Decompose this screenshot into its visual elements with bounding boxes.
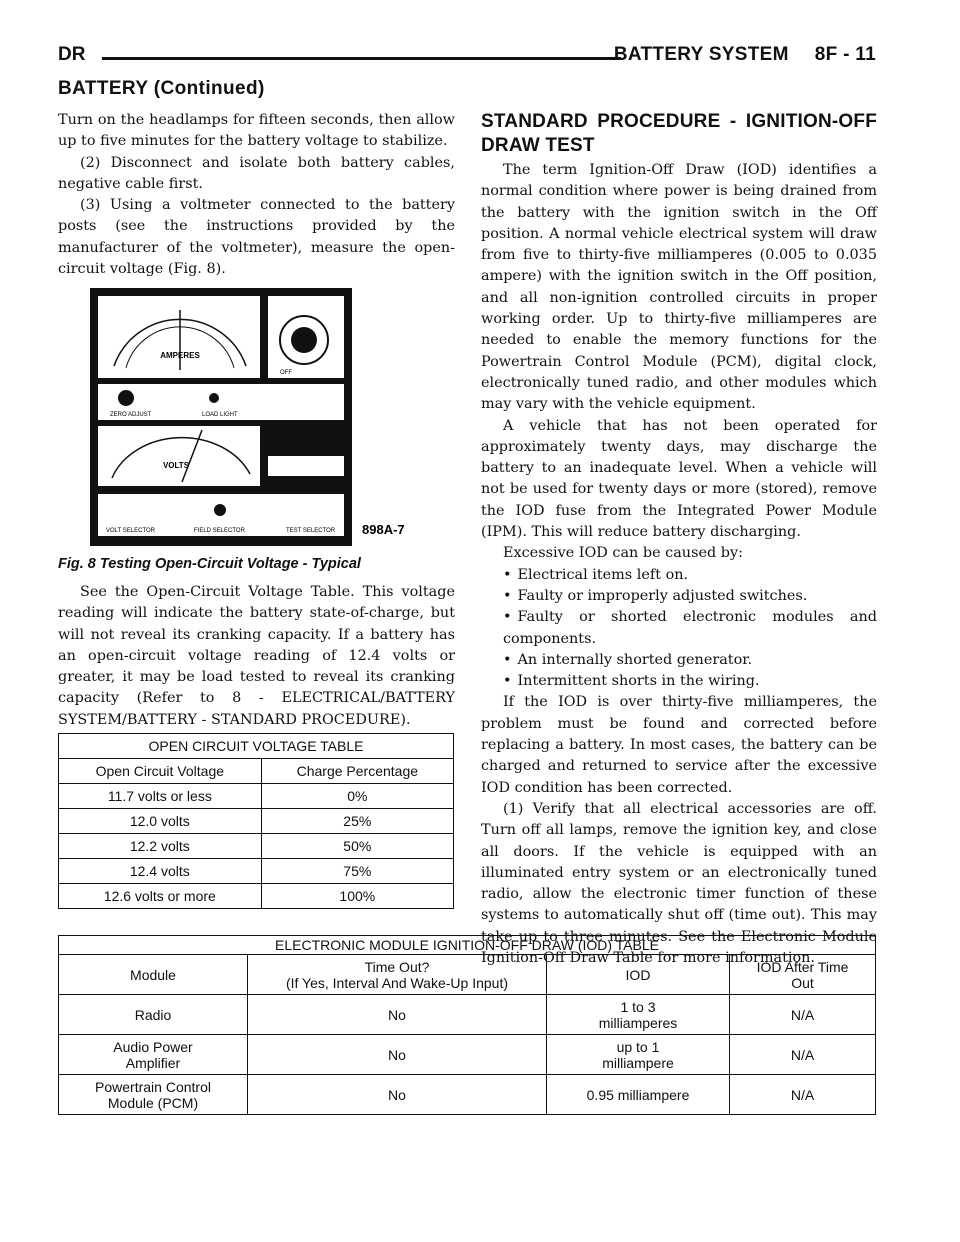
table-header: IOD bbox=[547, 955, 730, 995]
field-selector-knob bbox=[214, 504, 226, 516]
table-row bbox=[59, 834, 454, 859]
paragraph: (3) Using a voltmeter connected to the battery posts (see the instructions provided by the manufacturer of the voltmeter), measure the open-circuit voltage (Fig. 8). bbox=[58, 197, 455, 278]
table-cell: 12.4 volts bbox=[59, 859, 262, 884]
table-cell: 100% bbox=[261, 884, 453, 909]
list-item-text: An internally shorted generator. bbox=[517, 651, 753, 668]
amperes-label: AMPERES bbox=[160, 351, 200, 360]
table-header: Charge Percentage bbox=[261, 759, 453, 784]
load-light bbox=[209, 393, 219, 403]
paragraph: If the IOD is over thirty-five milliamperes, the problem must be found and corrected before replacing a battery. In most cases, the battery can be charged and returned to service after the excessive IOD condition has been corrected. bbox=[481, 694, 877, 796]
header-right bbox=[614, 44, 876, 66]
list-item-text: Faulty or shorted electronic modules and components. bbox=[503, 609, 877, 647]
bullet-glyph: • bbox=[503, 566, 512, 583]
table-cell: Radio bbox=[59, 995, 248, 1035]
table-header: Module bbox=[59, 955, 248, 995]
table-cell: No bbox=[248, 995, 547, 1035]
table-cell: N/A bbox=[730, 995, 876, 1035]
table-cell: 11.7 volts or less bbox=[59, 784, 262, 809]
iod-table bbox=[58, 935, 876, 1115]
volts-label: VOLTS bbox=[162, 461, 190, 470]
header-page-number: 8F - 11 bbox=[814, 44, 876, 65]
table-row bbox=[59, 1035, 876, 1075]
table-header: Time Out? (If Yes, Interval And Wake-Up Input) bbox=[248, 955, 547, 995]
zero-adjust-label: ZERO ADJUST bbox=[110, 412, 152, 418]
paragraph: See the Open-Circuit Voltage Table. This voltage reading will indicate the battery state-of-charge, but will not reveal its cranking capacity. If a battery has an open-circuit voltage reading of 12.4 volts or greater, it may be load tested to reveal its cranking capacity (Refer to 8 - ELECTRICAL/BATTERY SYSTEM/BATTERY - STANDARD PROCEDURE). bbox=[58, 584, 455, 728]
left-column-top bbox=[58, 110, 455, 280]
bullet-glyph: • bbox=[503, 587, 512, 604]
table-row bbox=[59, 784, 454, 809]
table-cell: No bbox=[248, 1035, 547, 1075]
table-cell: 50% bbox=[261, 834, 453, 859]
open-circuit-voltage-table bbox=[58, 733, 454, 909]
bullet-glyph: • bbox=[503, 609, 512, 626]
section-title: BATTERY (Continued) bbox=[58, 78, 265, 99]
paragraph: (2) Disconnect and isolate both battery cables, negative cable first. bbox=[58, 154, 455, 192]
table-cell: N/A bbox=[730, 1035, 876, 1075]
paragraph: Excessive IOD can be caused by: bbox=[503, 545, 743, 562]
table-cell: 12.6 volts or more bbox=[59, 884, 262, 909]
list-item-text: Intermittent shorts in the wiring. bbox=[517, 673, 760, 690]
table-cell: No bbox=[248, 1075, 547, 1115]
header-rule bbox=[102, 57, 621, 60]
paragraph: A vehicle that has not been operated for approximately twenty days, may discharge the battery to an inadequate level. When a vehicle will not be used for twenty days or more (stored), remove the IOD fuse from the Integrated Power Module (IPM). This will reduce battery discharging. bbox=[481, 417, 877, 541]
page-header bbox=[58, 44, 876, 74]
table-cell: N/A bbox=[730, 1075, 876, 1115]
table-row bbox=[59, 995, 876, 1035]
table-cell: 12.0 volts bbox=[59, 809, 262, 834]
table-header: Open Circuit Voltage bbox=[59, 759, 262, 784]
figure-id-label: 898A-7 bbox=[362, 522, 405, 537]
table-cell: 75% bbox=[261, 859, 453, 884]
table-cell: Powertrain Control Module (PCM) bbox=[59, 1075, 248, 1115]
table-cell: 25% bbox=[261, 809, 453, 834]
table-cell: 12.2 volts bbox=[59, 834, 262, 859]
volt-selector-label: VOLT SELECTOR bbox=[106, 528, 156, 534]
list-item bbox=[481, 650, 877, 671]
table-row bbox=[59, 859, 454, 884]
list-item bbox=[481, 607, 877, 650]
test-selector-label: TEST SELECTOR bbox=[286, 528, 336, 534]
table-title: OPEN CIRCUIT VOLTAGE TABLE bbox=[59, 734, 454, 759]
table-cell: up to 1 milliampere bbox=[547, 1035, 730, 1075]
figure-caption: Fig. 8 Testing Open-Circuit Voltage - Typical bbox=[58, 556, 361, 572]
bullet-glyph: • bbox=[503, 651, 512, 668]
paragraph: The term Ignition-Off Draw (IOD) identifies a normal condition where power is being drained from the battery with the ignition switch in the Off position. A normal vehicle electrical system will draw from five to thirty-five milliamperes (0.005 to 0.035 ampere) with the ignition switch in the Off position, and all non-ignition controlled circuits in proper working order. Up to thirty-five milliamperes are needed to enable the memory functions for the Powertrain Control Module (PCM), digital clock, electronically tuned radio, and other modules which may vary with the vehicle equipment. bbox=[481, 162, 877, 413]
load-light-label: LOAD LIGHT bbox=[202, 412, 238, 418]
table-row bbox=[59, 809, 454, 834]
table-row bbox=[59, 1075, 876, 1115]
list-item bbox=[481, 671, 877, 692]
header-manual-code: DR bbox=[58, 44, 86, 65]
list-item-text: Faulty or improperly adjusted switches. bbox=[517, 587, 808, 604]
table-header: IOD After Time Out bbox=[730, 955, 876, 995]
ammeter-dial bbox=[98, 296, 260, 378]
voltmeter-figure bbox=[90, 288, 420, 553]
procedure-heading: STANDARD PROCEDURE - IGNITION-OFF DRAW TEST bbox=[481, 111, 877, 156]
right-column bbox=[481, 110, 877, 969]
field-selector-label: FIELD SELECTOR bbox=[194, 528, 245, 534]
paragraph: Turn on the headlamps for fifteen seconds, then allow up to five minutes for the battery voltage to stabilize. bbox=[58, 112, 455, 150]
list-item bbox=[481, 586, 877, 607]
left-column-bottom bbox=[58, 582, 455, 731]
table-row bbox=[59, 884, 454, 909]
paragraph: (1) Verify that all electrical accessories are off. Turn off all lamps, remove the ignition key, and close all doors. If the vehicle is equipped with an illuminated entry system or an electronically tuned radio, allow the electronic timer function of these systems to automatically shut off (time out). This may take up to three minutes. See the Electronic Module Ignition-Off Draw Table for more information. bbox=[481, 800, 877, 966]
table-title: ELECTRONIC MODULE IGNITION-OFF DRAW (IOD) TABLE bbox=[59, 936, 876, 955]
table-cell: 1 to 3 milliamperes bbox=[547, 995, 730, 1035]
bullet-glyph: • bbox=[503, 673, 512, 690]
header-section: BATTERY SYSTEM bbox=[613, 44, 789, 65]
table-cell: Audio Power Amplifier bbox=[59, 1035, 248, 1075]
table-cell: 0% bbox=[261, 784, 453, 809]
list-item-text: Electrical items left on. bbox=[517, 566, 689, 583]
zero-adjust-knob bbox=[118, 390, 134, 406]
list-item bbox=[481, 565, 877, 586]
table-cell: 0.95 milliampere bbox=[547, 1075, 730, 1115]
off-label: OFF bbox=[280, 370, 292, 376]
test-selector-lights bbox=[268, 456, 344, 476]
